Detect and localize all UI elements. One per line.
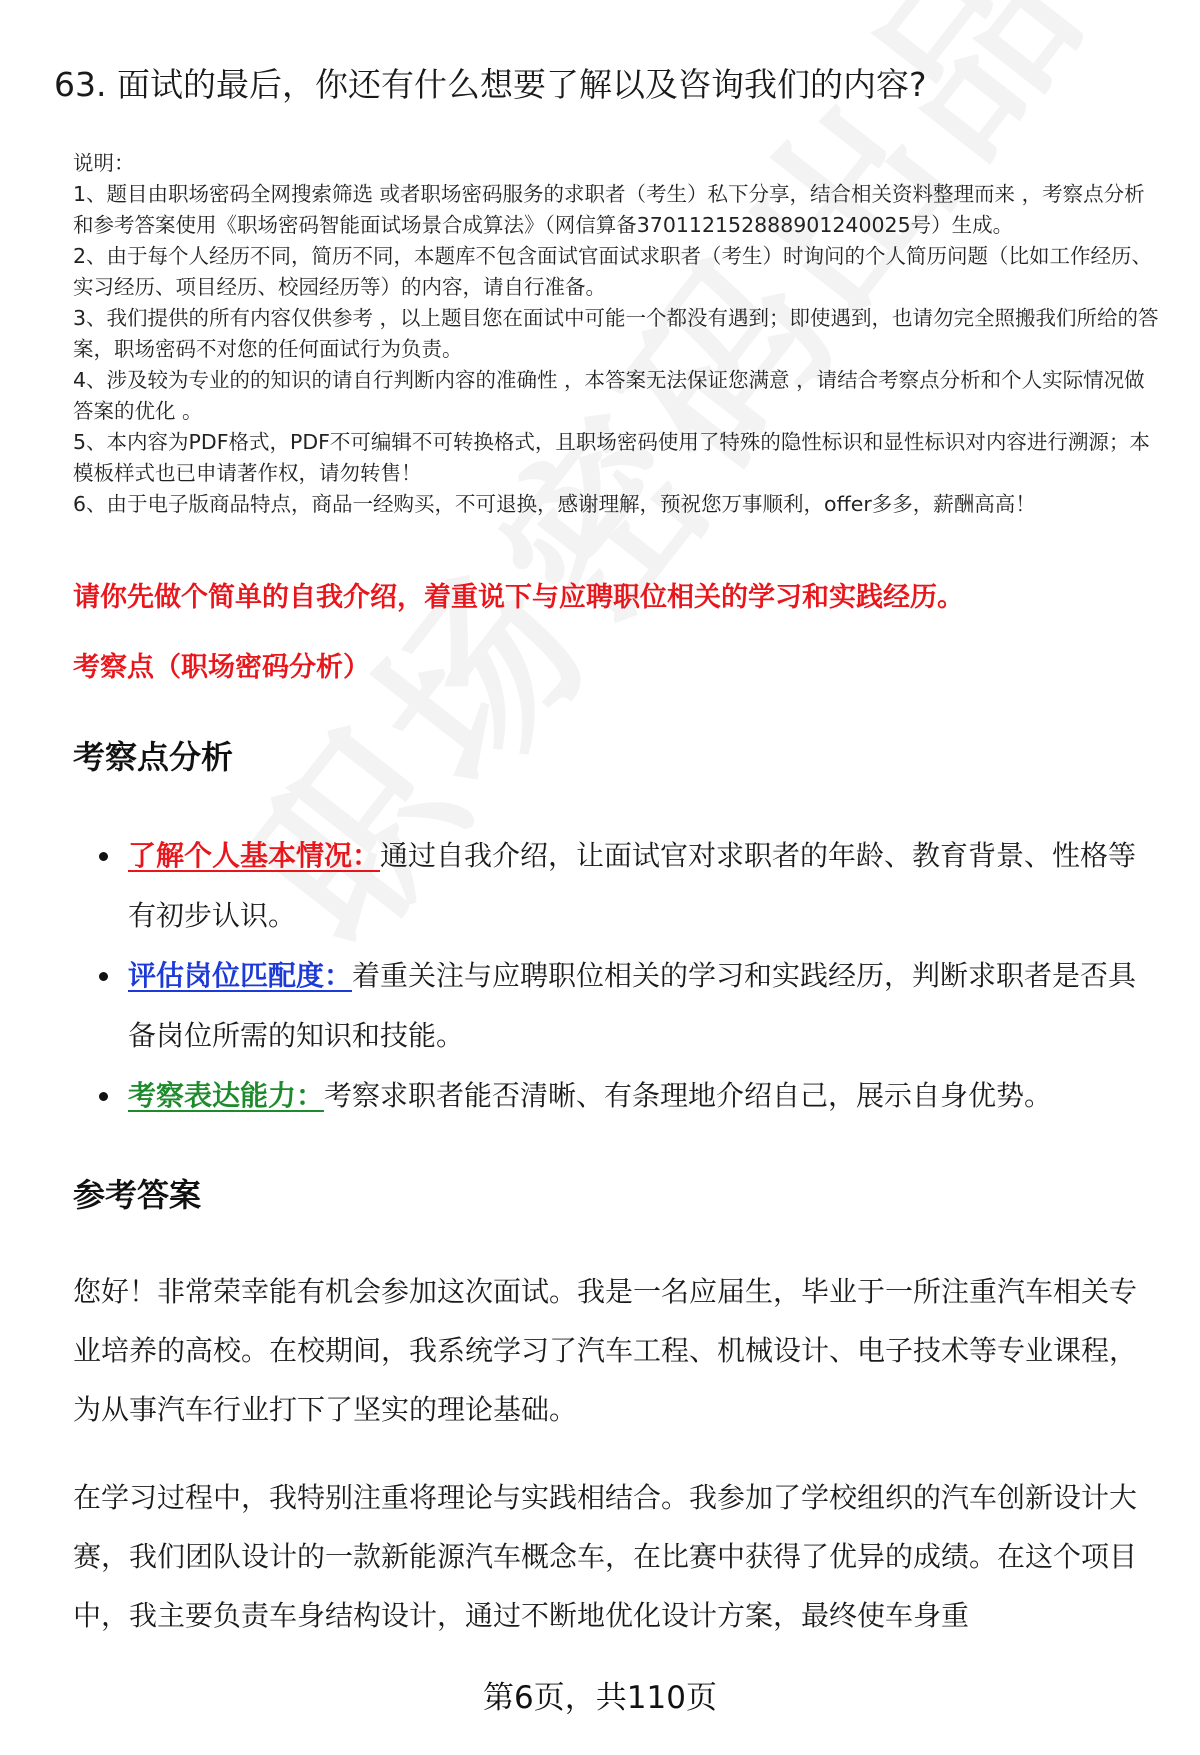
note-item: 5、本内容为PDF格式，PDF不可编辑不可转换格式，且职场密码使用了特殊的隐性标识和显性标识对内容进行溯源；本模板样式也已申请著作权，请勿转售！ [73, 430, 1150, 485]
note-item: 3、我们提供的所有内容仅供参考 ，以上题目您在面试中可能一个都没有遇到；即使遇到，也请勿完全照搬我们所给的答案，职场密码不对您的任何面试行为负责。 [73, 306, 1159, 361]
bullet-icon [99, 1092, 108, 1101]
analysis-heading: 考察点分析 [73, 738, 234, 776]
interview-question: 请你先做个简单的自我介绍，着重说下与应聘职位相关的学习和实践经历。 [73, 582, 964, 613]
analysis-point [73, 1066, 1153, 1126]
point-text: 着重关注与应聘职位相关的学习和实践经历，判断求职者是否具备岗位所需的知识和技能。 [128, 959, 1137, 1052]
answer-heading: 参考答案 [73, 1176, 202, 1214]
note-item: 1、题目由职场密码全网搜索筛选 或者职场密码服务的求职者（考生）私下分享，结合相关资料整理而来 ，考察点分析和参考答案使用《职场密码智能面试场景合成算法》（网信算备370112152888901240025号）生成。 [73, 182, 1145, 237]
notes-heading: 说明： [73, 151, 135, 175]
point-label: 了解个人基本情况： [128, 839, 381, 872]
point-label: 考察表达能力： [128, 1079, 325, 1112]
point-text: 考察求职者能否清晰、有条理地介绍自己，展示自身优势。 [324, 1079, 1053, 1112]
note-item: 6、由于电子版商品特点，商品一经购买，不可退换，感谢理解，预祝您万事顺利，offer多多，薪酬高高！ [73, 492, 1036, 516]
page-number: 第6页，共110页 [483, 1680, 717, 1716]
answer-paragraph: 您好！非常荣幸能有机会参加这次面试。我是一名应届生，毕业于一所注重汽车相关专业培养的高校。在校期间，我系统学习了汽车工程、机械设计、电子技术等专业课程，为从事汽车行业打下了坚实的理论基础。 [73, 1275, 1138, 1426]
note-item: 4、涉及较为专业的的知识的请自行判断内容的准确性 ，本答案无法保证您满意 ，请结合考察点分析和个人实际情况做答案的优化 。 [73, 368, 1145, 423]
notes-block [73, 148, 1163, 520]
point-label: 评估岗位匹配度： [128, 959, 353, 992]
note-item: 2、由于每个人经历不同，简历不同，本题库不包含面试官面试求职者（考生）时询问的个人简历问题（比如工作经历、实习经历、项目经历、校园经历等）的内容，请自行准备。 [73, 244, 1153, 299]
analysis-point [73, 946, 1153, 1066]
analysis-points [73, 826, 1153, 1126]
bullet-icon [99, 852, 108, 861]
answer-paragraph: 在学习过程中，我特别注重将理论与实践相结合。我参加了学校组织的汽车创新设计大赛，我们团队设计的一款新能源汽车概念车，在比赛中获得了优异的成绩。在这个项目中，我主要负责车身结构设计，通过不断地优化设计方案，最终使车身重 [73, 1481, 1138, 1632]
question-title: 63. 面试的最后，你还有什么想要了解以及咨询我们的内容? [54, 65, 927, 104]
point-text: 通过自我介绍，让面试官对求职者的年龄、教育背景、性格等有初步认识。 [128, 839, 1137, 932]
analysis-point [73, 826, 1153, 946]
analysis-subtitle: 考察点（职场密码分析） [73, 652, 370, 683]
bullet-icon [99, 972, 108, 981]
